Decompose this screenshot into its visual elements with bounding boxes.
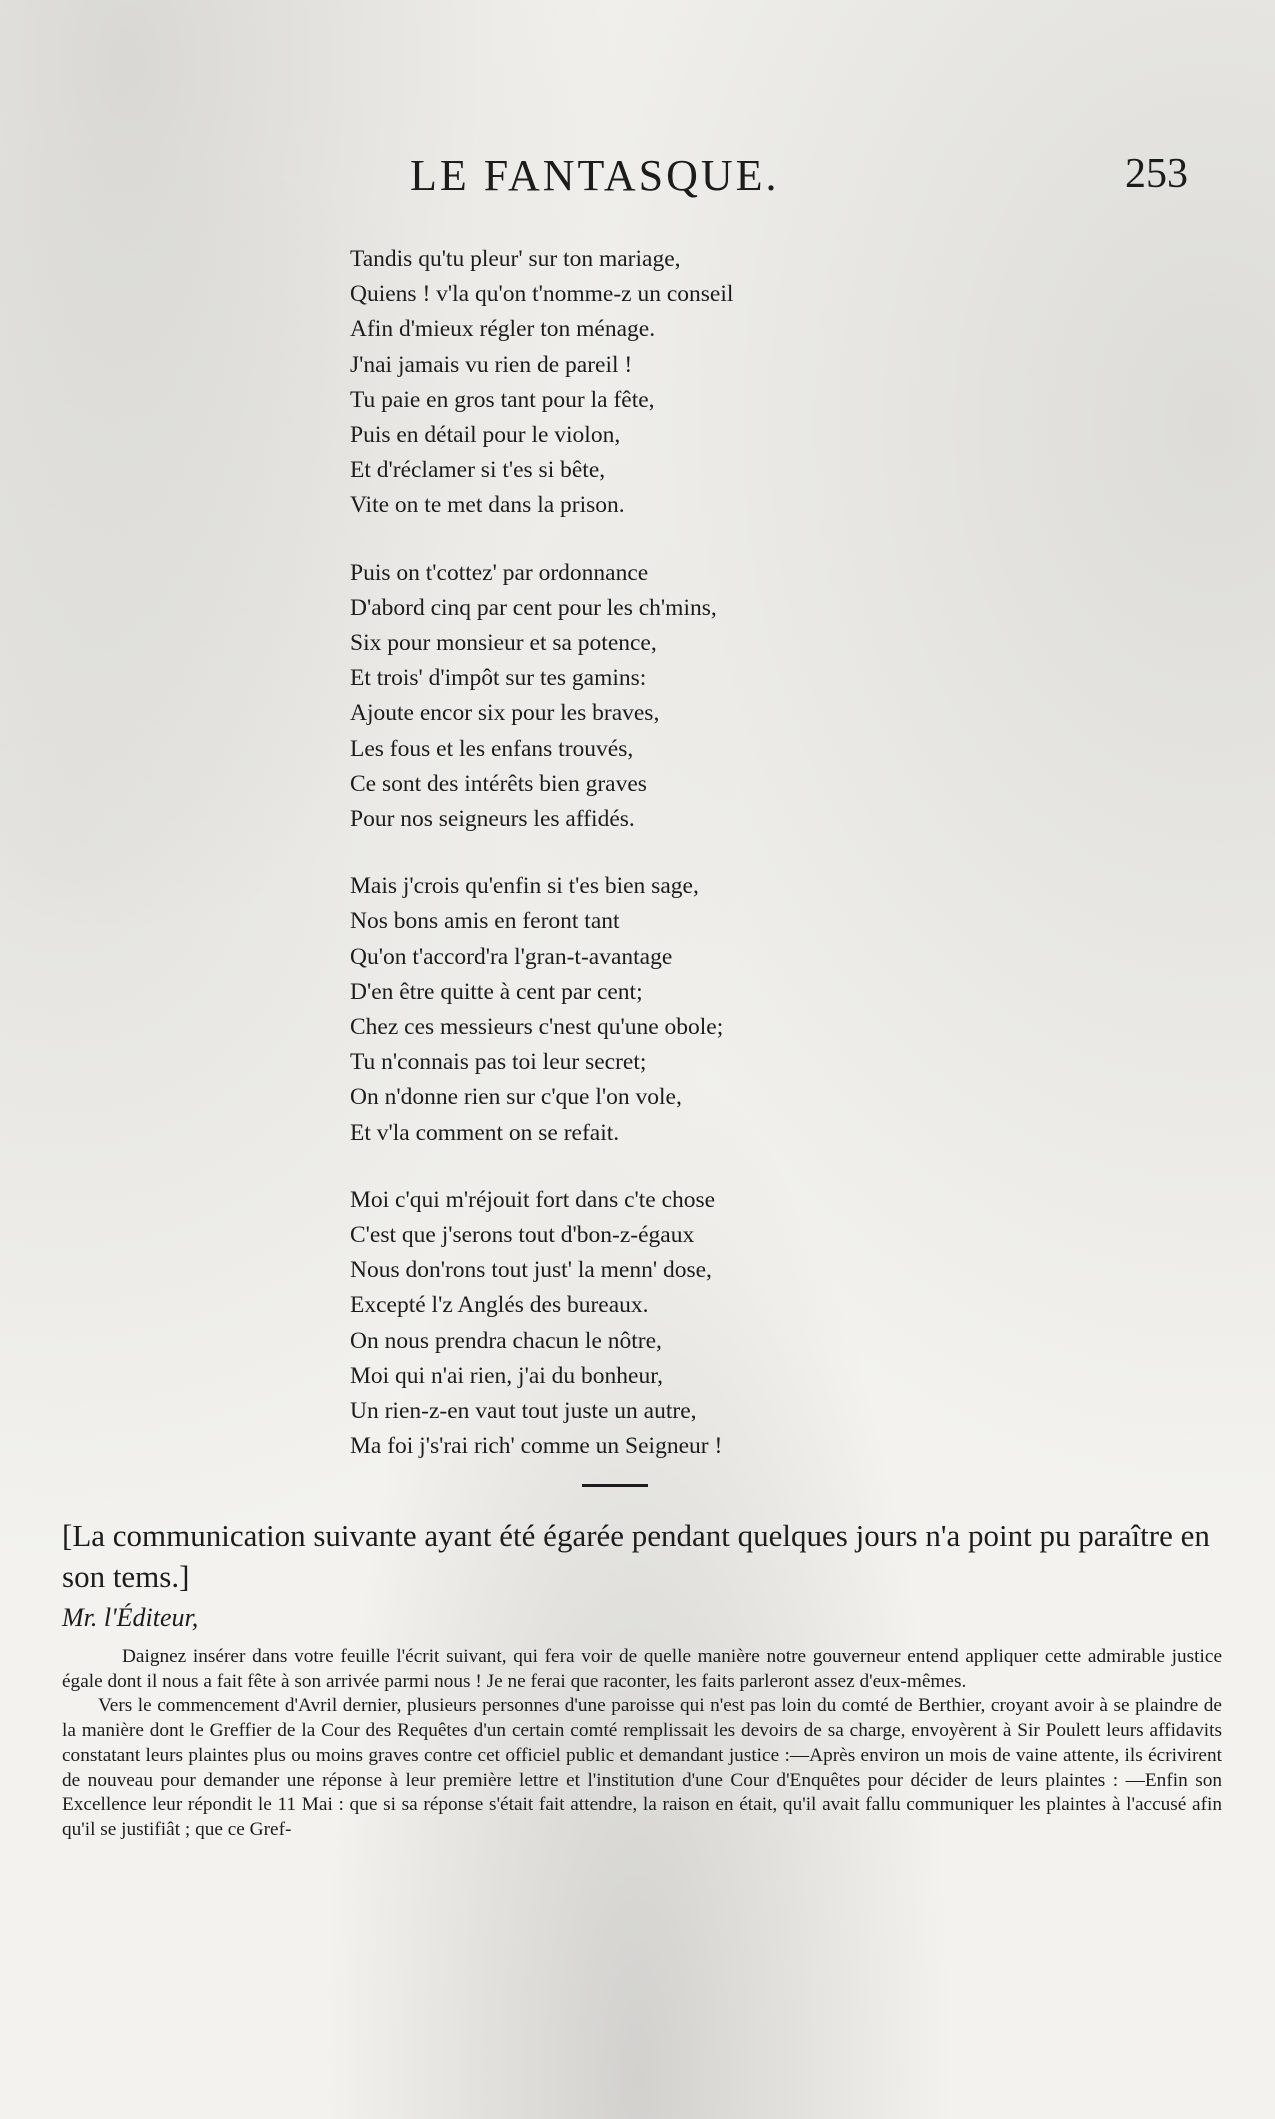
poem-line: Puis en détail pour le violon, [350, 422, 621, 449]
poem-line: Tandis qu'tu pleur' sur ton mariage, [350, 246, 681, 272]
letter-salutation: Mr. l'Éditeur, [62, 1603, 199, 1632]
poem-line: Moi c'qui m'réjouit fort dans c'te chose [350, 1186, 716, 1213]
poem-line: Ce sont des intérêts bien graves [350, 770, 647, 797]
section-divider [582, 1484, 648, 1487]
poem-line: Quiens ! v'la qu'on t'nomme-z un conseil [350, 281, 734, 308]
poem-stanza [350, 556, 950, 838]
running-head [0, 150, 1275, 210]
poem-line: D'en être quitte à cent par cent; [350, 978, 643, 1005]
poem-line: Tu paie en gros tant pour la fête, [350, 386, 655, 413]
letter-paragraph: Daignez insérer dans votre feuille l'écrit suivant, qui fera voir de quelle manière notre gouverneur entend appliquer cette admirable justice égale dont il nous a fait fête à son arrivée parmi nous ! Je ne ferai que raconter, les faits parleront assez d'eux-mêmes. [62, 1646, 1222, 1692]
letter-paragraph: Vers le commencement d'Avril dernier, plusieurs personnes d'une paroisse qui n'est pas loin du comté de Berthier, croyant avoir à se plaindre de la manière dont le Greffier de la Cour des Requêtes d'un certain comté remplissait les devoirs de sa charge, envoyèrent à Sir Poulett leurs affidavits constatant leurs plaintes plus ou moins graves contre cet officiel public et demandant justice :—Après environ un mois de vaine attente, ils écrivirent de nouveau pour demander une réponse à leur première lettre et l'institution d'une Cour d'Enquêtes pour décider de leurs plaintes : —Enfin son Excellence leur répondit le 11 Mai : que si sa réponse s'était fait attendre, la raison en était, qu'il avait fallu communiquer les plaintes à l'accusé afin qu'il se justifiât ; que ce Gref- [62, 1695, 1222, 1840]
poem-line: Puis on t'cottez' par ordonnance [350, 559, 649, 586]
poem-line: On nous prendra chacun le nôtre, [350, 1327, 662, 1354]
poem-line: Les fous et les enfans trouvés, [350, 735, 634, 762]
poem-line: Ma foi j's'rai rich' comme un Seigneur ! [350, 1433, 723, 1460]
poem-line: Moi qui n'ai rien, j'ai du bonheur, [350, 1362, 663, 1389]
page-number: 253 [1125, 151, 1188, 197]
poem-line: Et trois' d'impôt sur tes gamins: [350, 665, 647, 692]
running-title: LE FANTASQUE. [410, 151, 780, 200]
poem-line: Vite on te met dans la prison. [350, 492, 625, 519]
poem-line: Excepté l'z Anglés des bureaux. [350, 1292, 649, 1319]
editorial-notice: [La communication suivante ayant été égarée pendant quelques jours n'a point pu paraître en son tems.] [62, 1518, 1210, 1594]
poem-line: Qu'on t'accord'ra l'gran-t-avantage [350, 943, 673, 970]
poem-line: Nos bons amis en feront tant [350, 908, 620, 935]
poem-line: Afin d'mieux régler ton ménage. [350, 316, 656, 343]
poem [350, 242, 950, 1465]
poem-line: Nous don'rons tout just' la menn' dose, [350, 1257, 712, 1284]
poem-line: On n'donne rien sur c'que l'on vole, [350, 1084, 682, 1111]
poem-line: Tu n'connais pas toi leur secret; [350, 1049, 647, 1076]
poem-line: Six pour monsieur et sa potence, [350, 630, 657, 657]
poem-line: Un rien-z-en vaut tout juste un autre, [350, 1398, 697, 1425]
poem-line: Pour nos seigneurs les affidés. [350, 806, 635, 833]
poem-line: Chez ces messieurs c'nest qu'une obole; [350, 1014, 724, 1041]
poem-stanza [350, 1183, 950, 1465]
letter-body [62, 1645, 1222, 1843]
poem-line: J'nai jamais vu rien de pareil ! [350, 351, 633, 378]
poem-line: D'abord cinq par cent pour les ch'mins, [350, 594, 717, 621]
poem-line: C'est que j'serons tout d'bon-z-égaux [350, 1222, 695, 1249]
poem-stanza [350, 869, 950, 1151]
poem-stanza [350, 242, 950, 524]
poem-line: Et v'la comment on se refait. [350, 1119, 620, 1146]
poem-line: Ajoute encor six pour les braves, [350, 700, 660, 727]
poem-line: Et d'réclamer si t'es si bête, [350, 457, 606, 484]
poem-line: Mais j'crois qu'enfin si t'es bien sage, [350, 873, 699, 900]
